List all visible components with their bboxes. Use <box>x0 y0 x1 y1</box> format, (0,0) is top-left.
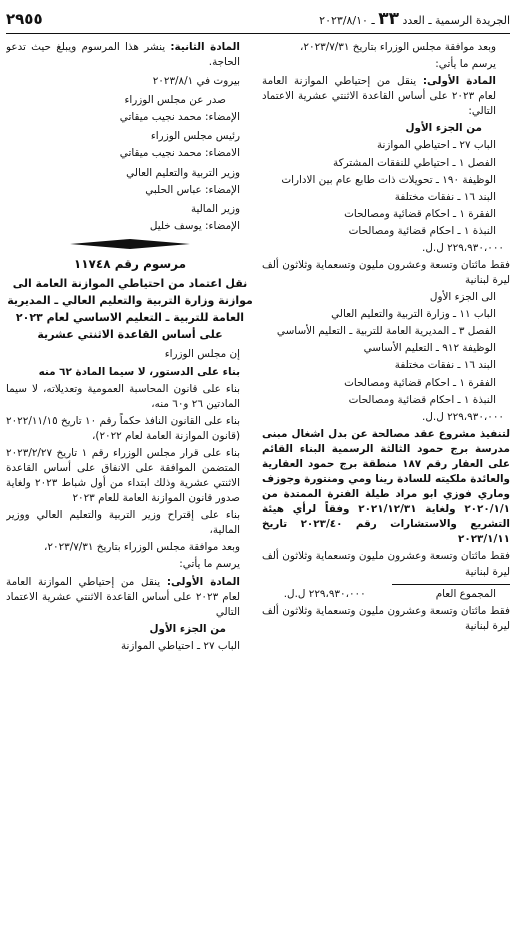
line-item: الباب ١١ ـ وزارة التربية والتعليم العالي <box>331 308 496 321</box>
decree-basis: على أساس القاعدة الاثنتي عشرية <box>37 328 223 342</box>
article-one-label: المادة الأولى: <box>166 575 240 588</box>
page-number: ٢٩٥٥ <box>6 9 43 28</box>
right-column <box>262 40 510 928</box>
amount: ٢٢٩،٩٣٠،٠٠٠ ل.ل. <box>422 410 504 423</box>
line-item: الفقرة ١ ـ احكام قضائية ومصالحات <box>344 376 496 389</box>
line-item: البند ١٦ ـ نفقات مختلفة <box>394 190 496 203</box>
council-intro: إن مجلس الوزراء <box>164 348 240 361</box>
approval-text: وبعد موافقة مجلس الوزراء بتاريخ ٢٠٢٣/٧/٣١، <box>300 41 496 53</box>
article-one <box>262 74 510 119</box>
approval-text: وبعد موافقة مجلس الوزراء بتاريخ ٢٠٢٣/٧/٣١، <box>44 541 240 554</box>
article-one <box>6 575 254 620</box>
amount-in-words: فقط مائتان وتسعة وعشرون مليون وتسعماية وثلاثون ألف ليرة لبنانية <box>262 604 510 632</box>
line-item: الفصل ٣ ـ المديرية العامة للتربية ـ التعليم الأساسي <box>276 325 496 338</box>
decree-intro: يرسم ما يأتي: <box>435 58 496 71</box>
decree-subject: نقل اعتماد من احتياطي الموازنة العامة الى موازنة وزارة التربية والتعليم العالي ـ المديرية العامة للتربية ـ التعليم الاساسي لعام ٢٠٢٣ <box>7 277 253 325</box>
line-item: الباب ٢٧ ـ احتياطي الموازنة <box>120 639 240 652</box>
from-part-heading: من الجزء الأول <box>405 122 482 135</box>
legal-basis: بناء على قرار مجلس الوزراء رقم ١ تاريخ ٢٠٢٣/٢/٢٧ المتضمن الموافقة على الانفاق على أساس القاعدة الاثنتي عشرية وذلك ابتداء من أول شباط ٢٠٢٣ ولغاية صدور قانون الموازنة العامة للعام ٢٠٢٣ <box>6 446 241 505</box>
amount-in-words: فقط مائتان وتسعة وعشرون مليون وتسعماية وثلاثون ألف ليرة لبنانية <box>262 550 510 578</box>
total-rule <box>392 584 510 585</box>
line-item: الفصل ١ ـ احتياطي للنفقات المشتركة <box>333 156 496 169</box>
page-columns <box>6 40 510 928</box>
signature: الإمضاء: يوسف خليل <box>149 219 240 232</box>
article-two-text: ينشر هذا المرسوم ويبلغ حيث تدعو الحاجة. <box>6 41 240 69</box>
article-two-label: المادة الثانية: <box>170 41 240 53</box>
signatory-role: رئيس مجلس الوزراء <box>150 130 240 143</box>
legal-basis: بناء على القانون النافذ حكماً رقم ١٠ تاريخ ٢٠٢٢/١١/١٥ (قانون الموازنة العامة لعام ٢٠٢٢)، <box>6 414 240 442</box>
left-column <box>6 40 254 928</box>
line-item: الفقرة ١ ـ احكام قضائية ومصالحات <box>344 207 496 220</box>
constitution-basis: بناء على الدستور، لا سيما المادة ٦٢ منه <box>38 365 240 378</box>
section-divider <box>6 238 254 250</box>
decree-number: مرسوم رقم ١١٧٤٨ <box>73 256 187 271</box>
journal-name: الجريدة الرسمية ـ العدد <box>402 14 510 28</box>
line-item: الوظيفة ١٩٠ ـ تحويلات ذات طابع عام بين الادارات <box>281 173 496 186</box>
line-item: النبذة ١ ـ احكام قضائية ومصالحات <box>348 393 496 406</box>
article-two <box>6 40 254 70</box>
from-part-heading: من الجزء الأول <box>149 622 226 635</box>
signatory-role: وزير المالية <box>190 202 240 215</box>
page-header <box>6 8 510 34</box>
line-item: البند ١٦ ـ نفقات مختلفة <box>394 359 496 372</box>
decree-intro: يرسم ما يأتي: <box>179 558 240 571</box>
legal-basis: بناء على قانون المحاسبة العمومية وتعديلاته، لا سيما المادتين ٢٦ و٦٠ منه، <box>6 382 240 410</box>
legal-basis: بناء على إقتراح وزير التربية والتعليم العالي ووزير المالية، <box>6 509 240 537</box>
article-one-text: ينقل من إحتياطي الموازنة العامة لعام ٢٠٢٣ على أساس القاعدة الاثنتي عشرية الاعتماد التالي <box>6 575 240 618</box>
divider-ornament <box>70 239 190 249</box>
signature: الإمضاء: محمد نجيب ميقاتي <box>119 111 240 124</box>
to-part-heading: الى الجزء الأول <box>429 291 496 304</box>
line-item: النبذة ١ ـ احكام قضائية ومصالحات <box>348 224 496 237</box>
issue-date: ـ ٢٠٢٣/٨/١٠ <box>319 14 375 28</box>
issued-by: صدر عن مجلس الوزراء <box>124 94 226 107</box>
line-item: الوظيفة ٩١٢ ـ التعليم الأساسي <box>363 342 496 355</box>
line-item: الباب ٢٧ ـ احتياطي الموازنة <box>376 139 496 152</box>
amount: ٢٢٩،٩٣٠،٠٠٠ ل.ل. <box>422 241 504 254</box>
article-one-label: المادة الأولى: <box>422 75 496 88</box>
article-one-text: ينقل من إحتياطي الموازنة العامة لعام ٢٠٢٣ على أساس القاعدة الاثنتي عشرية الاعتماد التالي: <box>262 75 496 118</box>
grand-total-row <box>262 587 510 602</box>
grand-total-label: المجموع العام <box>435 587 496 600</box>
grand-total-amount: ٢٢٩،٩٣٠،٠٠٠ ل.ل. <box>283 587 366 600</box>
signature: الامضاء: محمد نجيب ميقاتي <box>119 147 240 160</box>
signature: الإمضاء: عباس الحلبي <box>145 183 240 196</box>
signatory-role: وزير التربية والتعليم العالي <box>126 166 240 179</box>
amount-in-words: فقط مائتان وتسعة وعشرون مليون وتسعماية وثلاثون ألف ليرة لبنانية <box>262 259 510 287</box>
place-date: بيروت في ٢٠٢٣/٨/١ <box>152 75 240 88</box>
purpose-text: لتنفيذ مشروع عقد مصالحة عن بدل اشغال مبنى مدرسة برج حمود الثالثة الرسمية البناء القائم على العقار رقم ١٨٧ منطقة برج حمود العقارية والعائدة ملكيته للسادة رينا ومي ومنتورة وجوزف وماري فوزي ابو مراد طيلة الفترة الممتدة من ٢٠٢٠/١/١ ولغاية ٢٠٢١/١٢/٣١ وفقاً لرأي هيئة التشريع والاستشارات رقم ٢٠٢٣/٤٠ تاريخ ٢٠٢٣/١/١١ <box>262 427 510 546</box>
journal-title <box>319 7 510 32</box>
issue-number: ٣٣ <box>378 9 399 30</box>
